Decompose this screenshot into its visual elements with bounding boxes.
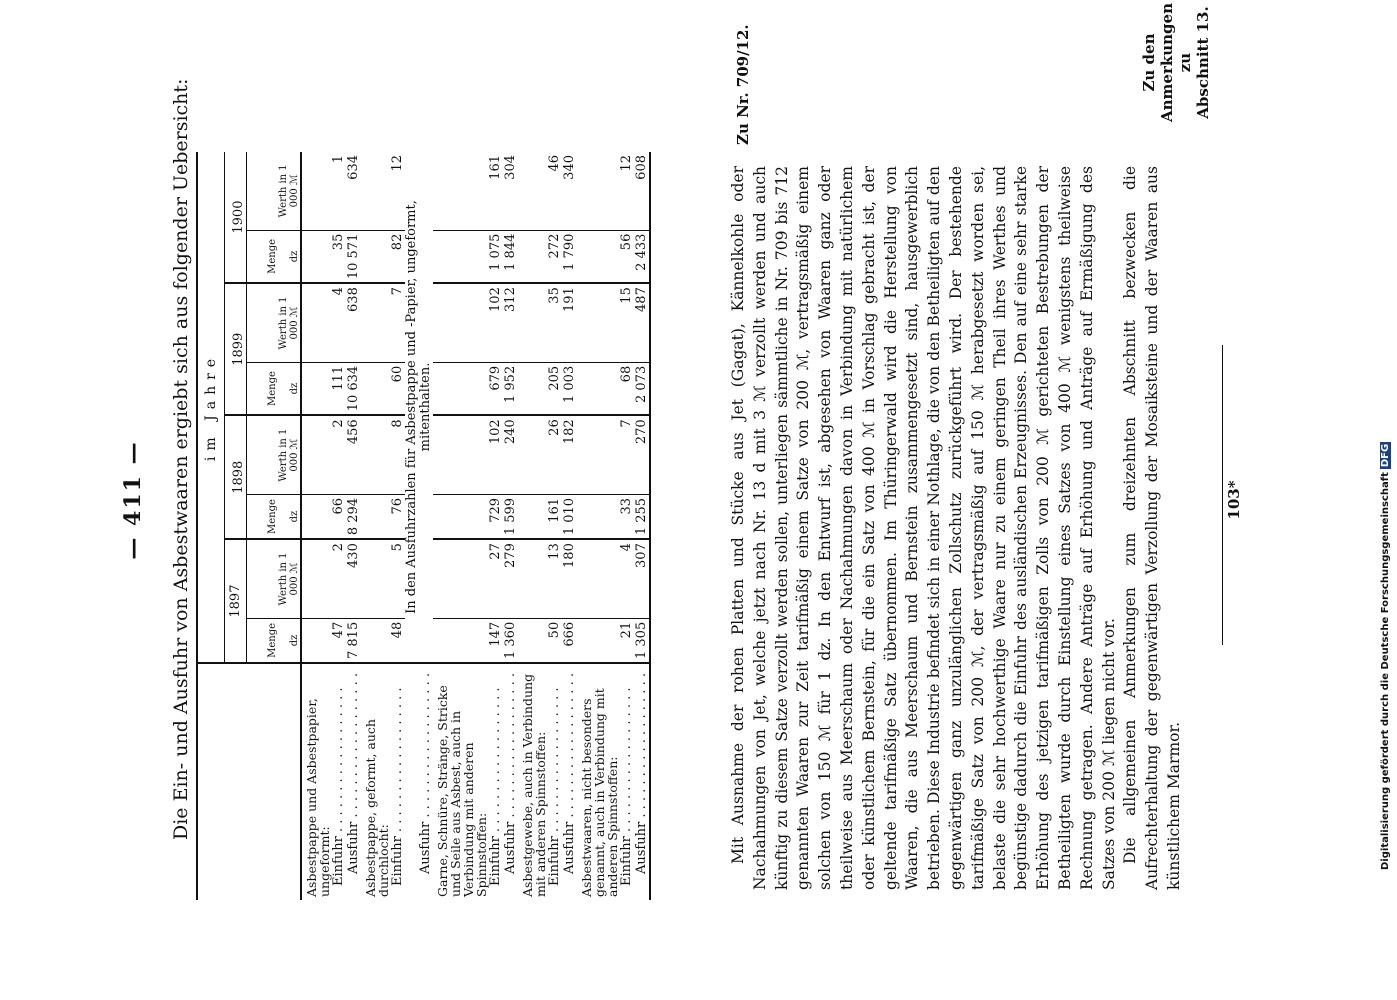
page-number: — 411 — [120,440,146,560]
menge-cell: 272 [547,230,562,283]
menge-cell: 33 [619,494,634,539]
werth-header: Werth in 1 000 ℳ [247,539,301,618]
empty-cell [361,618,390,663]
werth-cell: 15 [619,283,634,362]
margin-note-number: Zu Nr. 709/12. [734,24,752,145]
table-row [488,152,503,900]
werth-cell: 12 [619,152,634,230]
empty-cell [301,283,331,362]
empty-cell [577,539,619,618]
empty-cell [301,539,331,618]
table-row [547,152,562,900]
werth-cell: 279 [503,539,518,618]
table-row [518,152,547,900]
menge-cell: 66 [331,494,346,539]
menge-cell: 1 599 [503,494,518,539]
empty-cell [301,618,331,663]
menge-cell: 111 [331,362,346,415]
werth-header: Werth in 1 000 ℳ [247,283,301,362]
werth-cell: 180 [562,539,577,618]
werth-cell: 340 [562,152,577,230]
menge-cell: 8 294 [346,494,361,539]
menge-cell: 679 [488,362,503,415]
werth-cell: 312 [503,283,518,362]
table-row [331,152,346,900]
empty-cell [577,230,619,283]
menge-cell: 1 075 [488,230,503,283]
werth-cell: 191 [562,283,577,362]
menge-cell: 60 [390,362,405,415]
menge-cell: 56 [619,230,634,283]
werth-cell: 634 [346,152,361,230]
row-label: Ausfuhr . . . [405,663,433,900]
menge-cell: 1 952 [503,362,518,415]
table-row [390,152,405,900]
row-label: Asbestpappe und Asbestpapier, ungeformt: [303,698,332,897]
table-row [562,152,577,900]
empty-cell [301,494,331,539]
werth-cell: 487 [634,283,650,362]
menge-cell: 82 [390,230,405,283]
empty-cell [433,152,488,230]
footer-rule [1222,345,1223,645]
werth-cell: 5 [390,539,405,618]
menge-cell: 47 [331,618,346,663]
werth-cell: 456 [346,415,361,494]
empty-cell [433,283,488,362]
year-header-1899: 1899 [225,283,247,415]
paragraph: Die allgemeinen Anmerkungen zum dreizehnten Abschnitt bezwecken die Aufrechterhaltung der gegenwärtigen Verzollung der Mosaiksteine und der Waaren aus künstlichem Marmor. [1121,166,1183,890]
table-row [346,152,361,900]
empty-cell [433,362,488,415]
row-label: Einfuhr . . . [390,663,405,900]
werth-header: Werth in 1 000 ℳ [247,152,301,230]
werth-cell: 2 [331,539,346,618]
werth-cell: 270 [634,415,650,494]
dfg-logo: DFG [1380,443,1391,468]
empty-cell [301,415,331,494]
empty-cell [301,152,331,230]
menge-cell: 48 [390,618,405,663]
menge-cell: 10 634 [346,362,361,415]
table-row [619,152,634,900]
menge-header: Menge dz [247,230,301,283]
menge-cell: 68 [619,362,634,415]
table-note: In den Ausfuhrzahlen für Asbestpappe und -Papier, ungeformt, mitenthalten. [405,152,433,663]
digitization-credit: Digitalisierung gefördert durch die Deutsche ForschungsgemeinschaftDFG [1380,443,1391,870]
empty-cell [577,415,619,494]
menge-cell: 729 [488,494,503,539]
werth-cell: 240 [503,415,518,494]
empty-cell [433,618,488,663]
empty-cell [361,152,390,230]
werth-cell: 27 [488,539,503,618]
menge-cell: 2 073 [634,362,650,415]
table-row [503,152,518,900]
table-heading: Die Ein- und Ausfuhr von Asbestwaaren ergiebt sich aus folgender Uebersicht: [170,78,192,840]
empty-cell [577,283,619,362]
table-row [577,152,619,900]
werth-cell: 35 [547,283,562,362]
margin-note-annotations: Zu den Anmerkungen zu Abschnitt 13. [1140,3,1212,123]
asbestos-trade-table [196,152,651,900]
empty-cell [518,283,547,362]
year-header-1898: 1898 [225,415,247,539]
werth-cell: 12 [390,152,405,230]
row-label: Ausfuhr . . . [562,663,577,900]
werth-cell: 7 [390,283,405,362]
row-label: Ausfuhr . . . [634,663,650,900]
row-label: Asbestwaaren, nicht besonders genannt, auch in Verbindung mit anderen Spinnstoffen: [578,688,620,897]
empty-cell [518,362,547,415]
table-row [433,152,488,900]
werth-cell: 2 [331,415,346,494]
row-label: Garne, Schnüre, Stränge, Stricke und Seile aus Asbest, auch in Verbindung mit anderen Spinnstoffen: [434,685,489,897]
menge-cell: 10 571 [346,230,361,283]
werth-cell: 638 [346,283,361,362]
empty-cell [577,362,619,415]
werth-cell: 4 [619,539,634,618]
werth-cell: 4 [331,283,346,362]
empty-cell [361,283,390,362]
menge-cell: 7 815 [346,618,361,663]
table-row [301,152,331,900]
row-label: Asbestgewebe, auch in Verbindung mit anderen Spinnstoffen: [519,673,548,897]
empty-cell [433,230,488,283]
menge-cell: 666 [562,618,577,663]
menge-cell: 147 [488,618,503,663]
menge-header: Menge dz [247,362,301,415]
row-label: Ausfuhr . . . [503,663,518,900]
menge-cell: 1 255 [634,494,650,539]
empty-cell [361,415,390,494]
empty-cell [577,494,619,539]
werth-cell: 1 [331,152,346,230]
row-label: Einfuhr . . . [547,663,562,900]
empty-cell [301,362,331,415]
menge-cell: 1 003 [562,362,577,415]
menge-cell: 1 305 [634,618,650,663]
empty-cell [518,618,547,663]
werth-cell: 102 [488,283,503,362]
row-label: Asbestpappe, geformt, auch durchlocht: [362,719,391,897]
explanatory-text [728,166,1186,890]
empty-cell [577,618,619,663]
row-label: Einfuhr . . . [619,663,634,900]
label-header-cell [197,663,301,900]
werth-cell: 182 [562,415,577,494]
empty-cell [433,415,488,494]
empty-cell [361,362,390,415]
empty-cell [361,494,390,539]
menge-cell: 2 433 [634,230,650,283]
empty-cell [361,539,390,618]
menge-cell: 76 [390,494,405,539]
menge-cell: 1 360 [503,618,518,663]
menge-cell: 50 [547,618,562,663]
table-body [301,152,650,900]
empty-cell [301,230,331,283]
paragraph: Mit Ausnahme der rohen Platten und Stücke aus Jet (Gagat), Kännelkohle oder Nachahmungen von Jet, welche jetzt nach Nr. 13 d mit 3 ℳ verzollt werden und auch künftig zu diesem Satze verzollt werden sollen, unterliegen sämmtliche in Nr. 709 bis 712 genannten Waaren zur Zeit tarifmäßig einem Satze von 200 ℳ, vertragsmäßig einem solchen von 150 ℳ für 1 dz. In den Entwurf ist, abgesehen von Waaren ganz oder theilweise aus Meerschaum oder Nachahmungen davon in Verbindung mit natürlichem oder künstlichem Bernstein, für die ein Satz von 400 ℳ in Vorschlag gebracht ist, der geltende tarifmäßige Satz übernommen. Im Thüringerwald wird die Herstellung von Waaren, die aus Meerschaum und Bernstein zusammengesetzt sind, hausgewerblich betrieben. Diese Industrie befindet sich in einer Nothlage, die von den Betheiligten auf den gegenwärtigen ganz unzulänglichen Zollschutz zurückgeführt wird. Der bestehende tarifmäßige Satz von 200 ℳ, der vertragsmäßig auf 150 ℳ herabgesetzt worden sei, belaste die sehr hochwerthige Waare nur zu einem geringen Theil ihres Werthes und begünstige dadurch die Einfuhr des ausländischen Erzeugnisses. Den auf eine sehr starke Erhöhung des jetzigen tarifmäßigen Zolls von 200 ℳ gerichteten Bestrebungen der Betheiligten wurde durch Einstellung eines Satzes von 400 ℳ wenigstens theilweise Rechnung getragen. Andere Anträge auf Erhöhung und Anträge auf Ermäßigung des Satzes von 200 ℳ liegen nicht vor. [729,166,1118,890]
empty-cell [518,539,547,618]
empty-cell [577,152,619,230]
row-label: Ausfuhr . . . [346,663,361,900]
menge-cell: 21 [619,618,634,663]
year-header-1897: 1897 [225,539,247,663]
werth-cell: 102 [488,415,503,494]
empty-cell [518,494,547,539]
werth-cell: 7 [619,415,634,494]
menge-cell: 161 [547,494,562,539]
menge-header: Menge dz [247,494,301,539]
row-label: Einfuhr . . . [488,663,503,900]
empty-cell [518,230,547,283]
werth-cell: 307 [634,539,650,618]
menge-cell: 1 844 [503,230,518,283]
group-header: im Jahre [197,152,225,663]
werth-cell: 430 [346,539,361,618]
empty-cell [518,415,547,494]
werth-cell: 304 [503,152,518,230]
menge-cell: 1 010 [562,494,577,539]
row-label: Einfuhr . . . [331,663,346,900]
werth-cell: 608 [634,152,650,230]
footer-page-number: 103* [1225,480,1243,520]
werth-cell: 161 [488,152,503,230]
werth-cell: 26 [547,415,562,494]
empty-cell [433,494,488,539]
empty-cell [361,230,390,283]
menge-cell: 1 790 [562,230,577,283]
empty-cell [518,152,547,230]
menge-cell: 35 [331,230,346,283]
werth-cell: 46 [547,152,562,230]
empty-cell [433,539,488,618]
werth-cell: 13 [547,539,562,618]
year-header-1900: 1900 [225,152,247,283]
werth-header: Werth in 1 000 ℳ [247,415,301,494]
werth-cell: 8 [390,415,405,494]
table-row [405,152,433,900]
menge-cell: 205 [547,362,562,415]
menge-header: Menge dz [247,618,301,663]
table-row [634,152,650,900]
table-row [361,152,390,900]
